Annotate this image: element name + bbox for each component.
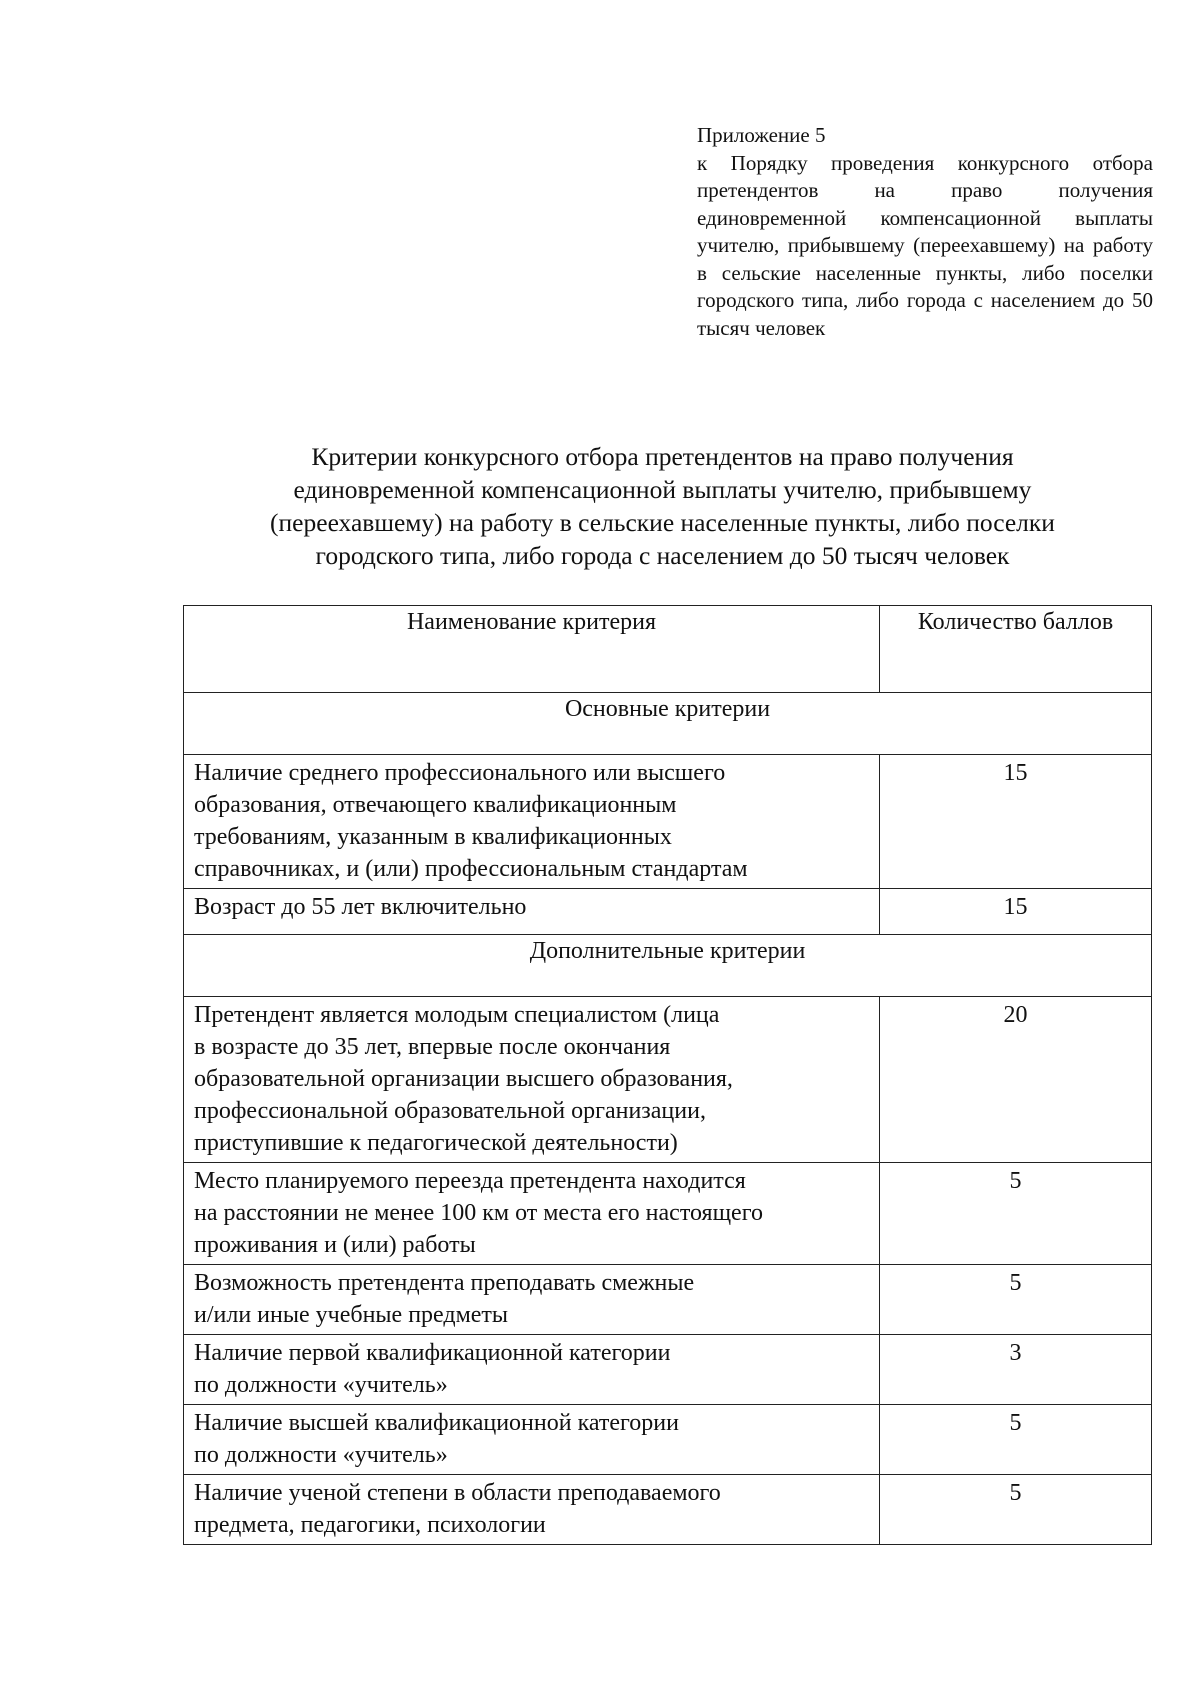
criterion-name — [184, 755, 880, 889]
table-row — [184, 1163, 1152, 1265]
table-row — [184, 1405, 1152, 1475]
criterion-line: Претендент является молодым специалистом (лица — [194, 1002, 720, 1028]
criterion-line: и/или иные учебные предметы — [194, 1302, 509, 1328]
criterion-name — [184, 889, 880, 935]
document-title — [190, 440, 1135, 572]
criteria-table-body — [184, 693, 1152, 1545]
criterion-score: 5 — [880, 1265, 1152, 1335]
criterion-line: Наличие среднего профессионального или высшего — [194, 760, 726, 786]
criterion-name — [184, 997, 880, 1163]
criterion-name — [184, 1335, 880, 1405]
table-row — [184, 1475, 1152, 1545]
column-header-score: Количество баллов — [880, 606, 1152, 693]
criterion-line: предмета, педагогики, психологии — [194, 1512, 546, 1538]
appendix-header — [697, 122, 1153, 342]
criterion-line: профессиональной образовательной организации, — [194, 1098, 706, 1124]
table-row — [184, 1265, 1152, 1335]
criterion-name — [184, 1475, 880, 1545]
criterion-line: Место планируемого переезда претендента находится — [194, 1168, 746, 1194]
criterion-line: Наличие высшей квалификационной категории — [194, 1410, 679, 1436]
criterion-score: 3 — [880, 1335, 1152, 1405]
title-line: Критерии конкурсного отбора претендентов на право получения — [311, 442, 1014, 471]
criterion-name — [184, 1265, 880, 1335]
criterion-score: 5 — [880, 1163, 1152, 1265]
criterion-line: Возможность претендента преподавать смежные — [194, 1270, 695, 1296]
criteria-table — [183, 605, 1152, 1545]
title-line: (переехавшему) на работу в сельские населенные пункты, либо поселки — [270, 508, 1055, 537]
criterion-line: требованиям, указанным в квалификационных — [194, 824, 672, 850]
column-header-name: Наименование критерия — [184, 606, 880, 693]
table-row — [184, 755, 1152, 889]
criterion-line: Наличие первой квалификационной категории — [194, 1340, 671, 1366]
criterion-line: по должности «учитель» — [194, 1372, 448, 1398]
criterion-line: Возраст до 55 лет включительно — [194, 894, 527, 920]
criterion-name — [184, 1163, 880, 1265]
criterion-line: образования, отвечающего квалификационным — [194, 792, 677, 818]
appendix-reference: к Порядку проведения конкурсного отбора претендентов на право получения единовременной компенсационной выплаты учителю, прибывшему (переехавшему) на работу в сельские населенные пункты, либо поселки городского типа, либо города с населением до 50 тысяч человек — [697, 150, 1153, 340]
section-title: Основные критерии — [184, 693, 1152, 755]
criterion-name — [184, 1405, 880, 1475]
criterion-line: в возрасте до 35 лет, впервые после окончания — [194, 1034, 671, 1060]
criterion-line: Наличие ученой степени в области преподаваемого — [194, 1480, 721, 1506]
criterion-line: образовательной организации высшего образования, — [194, 1066, 733, 1092]
section-row-main — [184, 693, 1152, 755]
appendix-number: Приложение 5 — [697, 123, 826, 147]
title-line: единовременной компенсационной выплаты учителю, прибывшему — [293, 475, 1032, 504]
table-row — [184, 889, 1152, 935]
section-title: Дополнительные критерии — [184, 935, 1152, 997]
criterion-score: 5 — [880, 1475, 1152, 1545]
table-header-row — [184, 606, 1152, 693]
criterion-line: проживания и (или) работы — [194, 1232, 476, 1258]
section-row-additional — [184, 935, 1152, 997]
criterion-line: на расстоянии не менее 100 км от места его настоящего — [194, 1200, 763, 1226]
table-row — [184, 1335, 1152, 1405]
criterion-line: справочниках, и (или) профессиональным стандартам — [194, 856, 748, 882]
criterion-score: 5 — [880, 1405, 1152, 1475]
criterion-score: 15 — [880, 755, 1152, 889]
criterion-line: по должности «учитель» — [194, 1442, 448, 1468]
criterion-line: приступившие к педагогической деятельности) — [194, 1130, 678, 1156]
criterion-score: 15 — [880, 889, 1152, 935]
title-line: городского типа, либо города с населением до 50 тысяч человек — [315, 541, 1010, 570]
table-row — [184, 997, 1152, 1163]
criterion-score: 20 — [880, 997, 1152, 1163]
